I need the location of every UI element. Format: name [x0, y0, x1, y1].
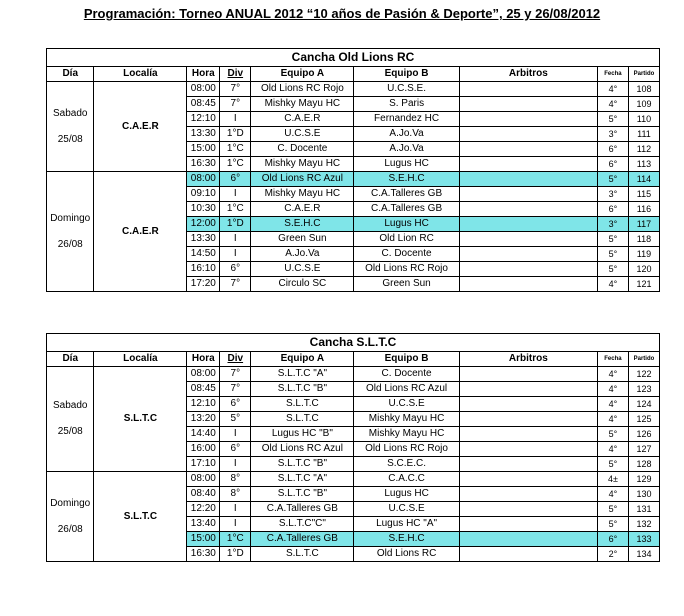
- referees-cell: [459, 487, 597, 502]
- referees-cell: [459, 457, 597, 472]
- division-cell: I: [220, 232, 251, 247]
- team-b-cell: Mishky Mayu HC: [354, 427, 459, 442]
- team-a-cell: Old Lions RC Azul: [251, 442, 354, 457]
- round-cell: 4°: [597, 487, 628, 502]
- match-number-cell: 128: [628, 457, 659, 472]
- division-cell: 1°C: [220, 202, 251, 217]
- division-cell: 6°: [220, 442, 251, 457]
- team-b-cell: Lugus HC: [354, 217, 459, 232]
- division-cell: 1°C: [220, 532, 251, 547]
- team-a-cell: S.E.H.C: [251, 217, 354, 232]
- referees-cell: [459, 472, 597, 487]
- team-a-cell: Lugus HC "B": [251, 427, 354, 442]
- round-cell: 3°: [597, 187, 628, 202]
- match-number-cell: 113: [628, 157, 659, 172]
- day-cell: [47, 472, 94, 562]
- match-number-cell: 108: [628, 82, 659, 97]
- team-b-cell: A.Jo.Va: [354, 142, 459, 157]
- day-name: Domingo: [50, 497, 91, 509]
- table-row: [47, 172, 660, 187]
- round-cell: 4°: [597, 397, 628, 412]
- time-cell: 16:10: [187, 262, 220, 277]
- referees-cell: [459, 157, 597, 172]
- time-cell: 13:30: [187, 127, 220, 142]
- column-header-fecha: Fecha: [597, 67, 628, 82]
- day-date: 25/08: [57, 133, 83, 145]
- round-cell: 3°: [597, 217, 628, 232]
- referees-cell: [459, 112, 597, 127]
- team-a-cell: S.L.T.C "B": [251, 382, 354, 397]
- team-a-cell: A.Jo.Va: [251, 247, 354, 262]
- time-cell: 16:00: [187, 442, 220, 457]
- division-cell: 1°C: [220, 142, 251, 157]
- time-cell: 14:50: [187, 247, 220, 262]
- round-cell: 5°: [597, 247, 628, 262]
- team-a-cell: Mishky Mayu HC: [251, 187, 354, 202]
- column-header-localia: Localía: [94, 352, 187, 367]
- match-number-cell: 116: [628, 202, 659, 217]
- team-a-cell: S.L.T.C "A": [251, 472, 354, 487]
- round-cell: 6°: [597, 532, 628, 547]
- team-a-cell: S.L.T.C: [251, 397, 354, 412]
- round-cell: 2°: [597, 547, 628, 562]
- match-number-cell: 129: [628, 472, 659, 487]
- time-cell: 10:30: [187, 202, 220, 217]
- team-b-cell: Lugus HC: [354, 157, 459, 172]
- division-cell: 6°: [220, 262, 251, 277]
- team-a-cell: Mishky Mayu HC: [251, 97, 354, 112]
- referees-cell: [459, 172, 597, 187]
- time-cell: 15:00: [187, 532, 220, 547]
- division-cell: 7°: [220, 367, 251, 382]
- round-cell: 4°: [597, 97, 628, 112]
- team-a-cell: C.A.Talleres GB: [251, 502, 354, 517]
- match-number-cell: 120: [628, 262, 659, 277]
- team-b-cell: Old Lions RC Azul: [354, 382, 459, 397]
- column-header-hora: Hora: [187, 67, 220, 82]
- referees-cell: [459, 427, 597, 442]
- match-number-cell: 133: [628, 532, 659, 547]
- team-a-cell: S.L.T.C "B": [251, 487, 354, 502]
- round-cell: 5°: [597, 457, 628, 472]
- referees-cell: [459, 397, 597, 412]
- referees-cell: [459, 367, 597, 382]
- round-cell: 4°: [597, 367, 628, 382]
- team-b-cell: Old Lions RC Rojo: [354, 442, 459, 457]
- division-cell: I: [220, 112, 251, 127]
- team-a-cell: Old Lions RC Rojo: [251, 82, 354, 97]
- team-b-cell: Old Lions RC: [354, 547, 459, 562]
- round-cell: 4°: [597, 82, 628, 97]
- day-cell: [47, 367, 94, 472]
- match-number-cell: 126: [628, 427, 659, 442]
- match-number-cell: 131: [628, 502, 659, 517]
- referees-cell: [459, 412, 597, 427]
- team-b-cell: U.C.S.E.: [354, 82, 459, 97]
- match-number-cell: 123: [628, 382, 659, 397]
- referees-cell: [459, 232, 597, 247]
- division-cell: 7°: [220, 277, 251, 292]
- match-number-cell: 109: [628, 97, 659, 112]
- division-cell: 8°: [220, 472, 251, 487]
- team-b-cell: U.C.S.E: [354, 397, 459, 412]
- referees-cell: [459, 442, 597, 457]
- team-b-cell: S.E.H.C: [354, 172, 459, 187]
- round-cell: 3°: [597, 127, 628, 142]
- venue-cell: C.A.E.R: [94, 172, 187, 292]
- division-cell: I: [220, 502, 251, 517]
- time-cell: 12:10: [187, 112, 220, 127]
- match-number-cell: 115: [628, 187, 659, 202]
- team-a-cell: C.A.E.R: [251, 112, 354, 127]
- time-cell: 08:00: [187, 472, 220, 487]
- day-name: Sabado: [52, 107, 88, 119]
- referees-cell: [459, 217, 597, 232]
- round-cell: 5°: [597, 232, 628, 247]
- round-cell: 6°: [597, 142, 628, 157]
- match-number-cell: 110: [628, 112, 659, 127]
- team-b-cell: C.A.C.C: [354, 472, 459, 487]
- column-header-div: Div: [220, 67, 251, 82]
- team-b-cell: Mishky Mayu HC: [354, 412, 459, 427]
- referees-cell: [459, 82, 597, 97]
- round-cell: 4°: [597, 412, 628, 427]
- court-title: Cancha S.L.T.C: [47, 334, 660, 352]
- team-a-cell: C. Docente: [251, 142, 354, 157]
- referees-cell: [459, 247, 597, 262]
- team-a-cell: S.L.T.C: [251, 412, 354, 427]
- column-header-localia: Localía: [94, 67, 187, 82]
- column-header-fecha: Fecha: [597, 352, 628, 367]
- round-cell: 6°: [597, 202, 628, 217]
- division-cell: I: [220, 517, 251, 532]
- referees-cell: [459, 127, 597, 142]
- day-cell: [47, 172, 94, 292]
- division-cell: 1°D: [220, 127, 251, 142]
- time-cell: 16:30: [187, 547, 220, 562]
- round-cell: 5°: [597, 112, 628, 127]
- time-cell: 08:45: [187, 382, 220, 397]
- match-number-cell: 125: [628, 412, 659, 427]
- column-header-arbitros: Arbitros: [459, 352, 597, 367]
- column-header-partido: Partido: [628, 67, 659, 82]
- team-b-cell: Fernandez HC: [354, 112, 459, 127]
- match-number-cell: 119: [628, 247, 659, 262]
- time-cell: 08:00: [187, 82, 220, 97]
- table-row: [47, 472, 660, 487]
- time-cell: 13:30: [187, 232, 220, 247]
- schedule-table-sltc: [46, 333, 660, 562]
- time-cell: 12:00: [187, 217, 220, 232]
- round-cell: 5°: [597, 262, 628, 277]
- column-header-equipo_b: Equipo B: [354, 67, 459, 82]
- venue-cell: S.L.T.C: [94, 472, 187, 562]
- division-cell: I: [220, 427, 251, 442]
- division-cell: I: [220, 457, 251, 472]
- team-b-cell: S.C.E.C.: [354, 457, 459, 472]
- team-a-cell: S.L.T.C: [251, 547, 354, 562]
- match-number-cell: 124: [628, 397, 659, 412]
- team-b-cell: S.E.H.C: [354, 532, 459, 547]
- match-number-cell: 132: [628, 517, 659, 532]
- venue-cell: S.L.T.C: [94, 367, 187, 472]
- day-name: Domingo: [50, 212, 91, 224]
- round-cell: 5°: [597, 517, 628, 532]
- match-number-cell: 122: [628, 367, 659, 382]
- schedule-table-old-lions: [46, 48, 660, 292]
- team-a-cell: U.C.S.E: [251, 262, 354, 277]
- court-title: Cancha Old Lions RC: [47, 49, 660, 67]
- referees-cell: [459, 532, 597, 547]
- team-a-cell: Green Sun: [251, 232, 354, 247]
- time-cell: 09:10: [187, 187, 220, 202]
- match-number-cell: 111: [628, 127, 659, 142]
- team-b-cell: Old Lion RC: [354, 232, 459, 247]
- time-cell: 16:30: [187, 157, 220, 172]
- column-header-equipo_a: Equipo A: [251, 352, 354, 367]
- round-cell: 4°: [597, 277, 628, 292]
- round-cell: 6°: [597, 157, 628, 172]
- division-cell: 1°D: [220, 217, 251, 232]
- time-cell: 13:20: [187, 412, 220, 427]
- day-date: 26/08: [57, 523, 83, 535]
- team-b-cell: A.Jo.Va: [354, 127, 459, 142]
- referees-cell: [459, 262, 597, 277]
- division-cell: 7°: [220, 97, 251, 112]
- time-cell: 08:00: [187, 367, 220, 382]
- round-cell: 5°: [597, 172, 628, 187]
- column-header-div: Div: [220, 352, 251, 367]
- match-number-cell: 118: [628, 232, 659, 247]
- page-title: Programación: Torneo ANUAL 2012 “10 años de Pasión & Deporte”, 25 y 26/08/2012: [83, 6, 601, 21]
- division-cell: 7°: [220, 82, 251, 97]
- match-number-cell: 114: [628, 172, 659, 187]
- division-cell: 1°C: [220, 157, 251, 172]
- team-a-cell: Mishky Mayu HC: [251, 157, 354, 172]
- division-cell: 6°: [220, 397, 251, 412]
- team-b-cell: Lugus HC: [354, 487, 459, 502]
- team-a-cell: Old Lions RC Azul: [251, 172, 354, 187]
- team-b-cell: Old Lions RC Rojo: [354, 262, 459, 277]
- column-header-dia: Día: [47, 352, 94, 367]
- match-number-cell: 134: [628, 547, 659, 562]
- referees-cell: [459, 517, 597, 532]
- referees-cell: [459, 502, 597, 517]
- team-b-cell: Green Sun: [354, 277, 459, 292]
- time-cell: 08:45: [187, 97, 220, 112]
- division-cell: 8°: [220, 487, 251, 502]
- division-cell: 1°D: [220, 547, 251, 562]
- column-header-partido: Partido: [628, 352, 659, 367]
- time-cell: 13:40: [187, 517, 220, 532]
- team-a-cell: C.A.Talleres GB: [251, 532, 354, 547]
- referees-cell: [459, 97, 597, 112]
- referees-cell: [459, 277, 597, 292]
- time-cell: 08:00: [187, 172, 220, 187]
- match-number-cell: 121: [628, 277, 659, 292]
- referees-cell: [459, 382, 597, 397]
- team-b-cell: S. Paris: [354, 97, 459, 112]
- day-name: Sabado: [52, 400, 88, 411]
- team-b-cell: Lugus HC "A": [354, 517, 459, 532]
- day-date: 26/08: [57, 238, 83, 250]
- team-a-cell: S.L.T.C "A": [251, 367, 354, 382]
- division-cell: 6°: [220, 172, 251, 187]
- round-cell: 5°: [597, 502, 628, 517]
- day-cell: [47, 82, 94, 172]
- column-header-hora: Hora: [187, 352, 220, 367]
- column-header-equipo_b: Equipo B: [354, 352, 459, 367]
- division-cell: I: [220, 247, 251, 262]
- team-a-cell: C.A.E.R: [251, 202, 354, 217]
- time-cell: 17:10: [187, 457, 220, 472]
- team-b-cell: U.C.S.E: [354, 502, 459, 517]
- time-cell: 12:20: [187, 502, 220, 517]
- table-row: [47, 367, 660, 382]
- team-a-cell: U.C.S.E: [251, 127, 354, 142]
- venue-cell: C.A.E.R: [94, 82, 187, 172]
- referees-cell: [459, 547, 597, 562]
- referees-cell: [459, 142, 597, 157]
- team-a-cell: S.L.T.C"C": [251, 517, 354, 532]
- team-a-cell: S.L.T.C "B": [251, 457, 354, 472]
- match-number-cell: 112: [628, 142, 659, 157]
- match-number-cell: 127: [628, 442, 659, 457]
- division-cell: 7°: [220, 382, 251, 397]
- round-cell: 4°: [597, 382, 628, 397]
- division-cell: I: [220, 187, 251, 202]
- round-cell: 4±: [597, 472, 628, 487]
- team-b-cell: C. Docente: [354, 367, 459, 382]
- column-header-equipo_a: Equipo A: [251, 67, 354, 82]
- time-cell: 12:10: [187, 397, 220, 412]
- match-number-cell: 117: [628, 217, 659, 232]
- time-cell: 08:40: [187, 487, 220, 502]
- round-cell: 5°: [597, 427, 628, 442]
- match-number-cell: 130: [628, 487, 659, 502]
- column-header-dia: Día: [47, 67, 94, 82]
- time-cell: 17:20: [187, 277, 220, 292]
- round-cell: 4°: [597, 442, 628, 457]
- team-a-cell: Circulo SC: [251, 277, 354, 292]
- team-b-cell: C. Docente: [354, 247, 459, 262]
- time-cell: 14:40: [187, 427, 220, 442]
- team-b-cell: C.A.Talleres GB: [354, 187, 459, 202]
- day-date: 25/08: [57, 426, 83, 437]
- time-cell: 15:00: [187, 142, 220, 157]
- table-row: [47, 82, 660, 97]
- referees-cell: [459, 187, 597, 202]
- division-cell: 5°: [220, 412, 251, 427]
- team-b-cell: C.A.Talleres GB: [354, 202, 459, 217]
- column-header-arbitros: Arbitros: [459, 67, 597, 82]
- referees-cell: [459, 202, 597, 217]
